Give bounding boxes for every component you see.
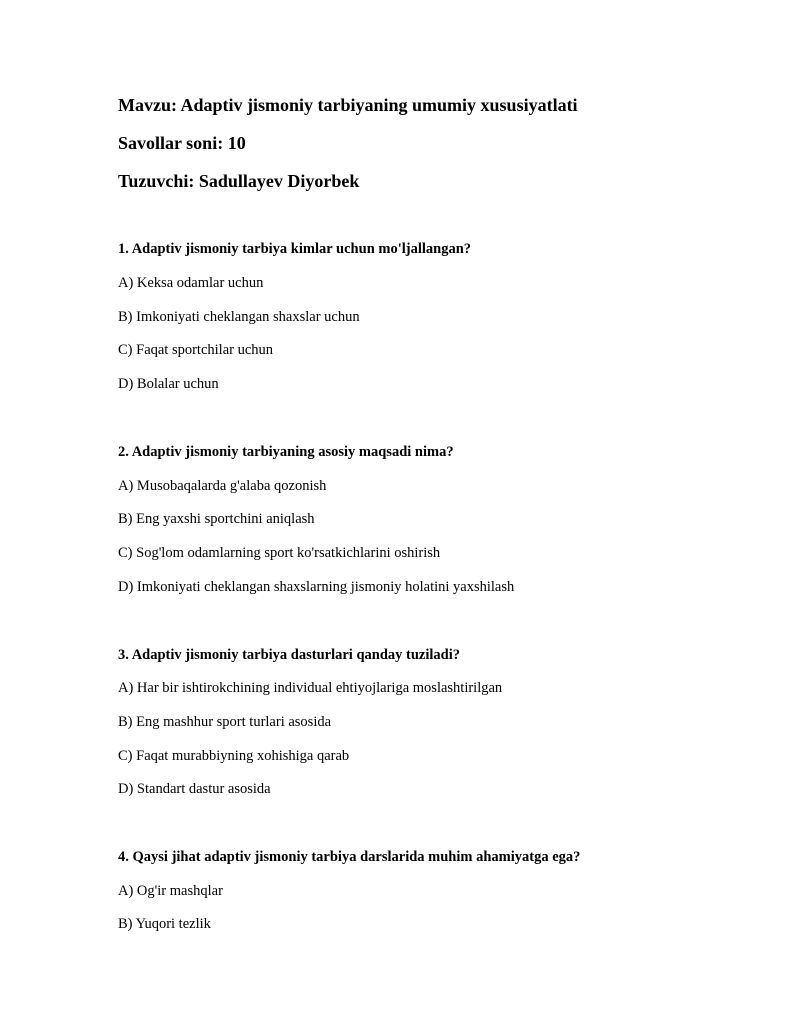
question-2-option-a: A) Musobaqalarda g'alaba qozonish [118, 478, 327, 494]
question-1-text: 1. Adaptiv jismoniy tarbiya kimlar uchun mo'ljallangan? [118, 241, 472, 257]
question-3-option-c: C) Faqat murabbiyning xohishiga qarab [118, 748, 350, 764]
question-1-option-c: C) Faqat sportchilar uchun [118, 342, 274, 358]
question-4-option-a: A) Og'ir mashqlar [118, 883, 223, 899]
question-3-text: 3. Adaptiv jismoniy tarbiya dasturlari qanday tuziladi? [118, 647, 461, 663]
question-2-option-c: C) Sog'lom odamlarning sport ko'rsatkichlarini oshirish [118, 545, 441, 561]
question-1-option-d: D) Bolalar uchun [118, 376, 219, 392]
question-3-option-a: A) Har bir ishtirokchining individual ehtiyojlariga moslashtirilgan [118, 680, 503, 696]
question-2-option-b: B) Eng yaxshi sportchini aniqlash [118, 511, 315, 527]
question-4-option-b: B) Yuqori tezlik [118, 916, 211, 932]
question-3-option-d: D) Standart dastur asosida [118, 781, 271, 797]
topic-heading: Mavzu: Adaptiv jismoniy tarbiyaning umumiy xususiyatlati [118, 95, 578, 115]
question-2-text: 2. Adaptiv jismoniy tarbiyaning asosiy maqsadi nima? [118, 444, 454, 460]
question-count-heading: Savollar soni: 10 [118, 133, 246, 153]
question-1-option-a: A) Keksa odamlar uchun [118, 275, 264, 291]
question-4-text: 4. Qaysi jihat adaptiv jismoniy tarbiya darslarida muhim ahamiyatga ega? [118, 849, 581, 865]
author-heading: Tuzuvchi: Sadullayev Diyorbek [118, 171, 360, 191]
question-3-option-b: B) Eng mashhur sport turlari asosida [118, 714, 332, 730]
question-2-option-d: D) Imkoniyati cheklangan shaxslarning jismoniy holatini yaxshilash [118, 579, 515, 595]
question-1-option-b: B) Imkoniyati cheklangan shaxslar uchun [118, 309, 360, 325]
